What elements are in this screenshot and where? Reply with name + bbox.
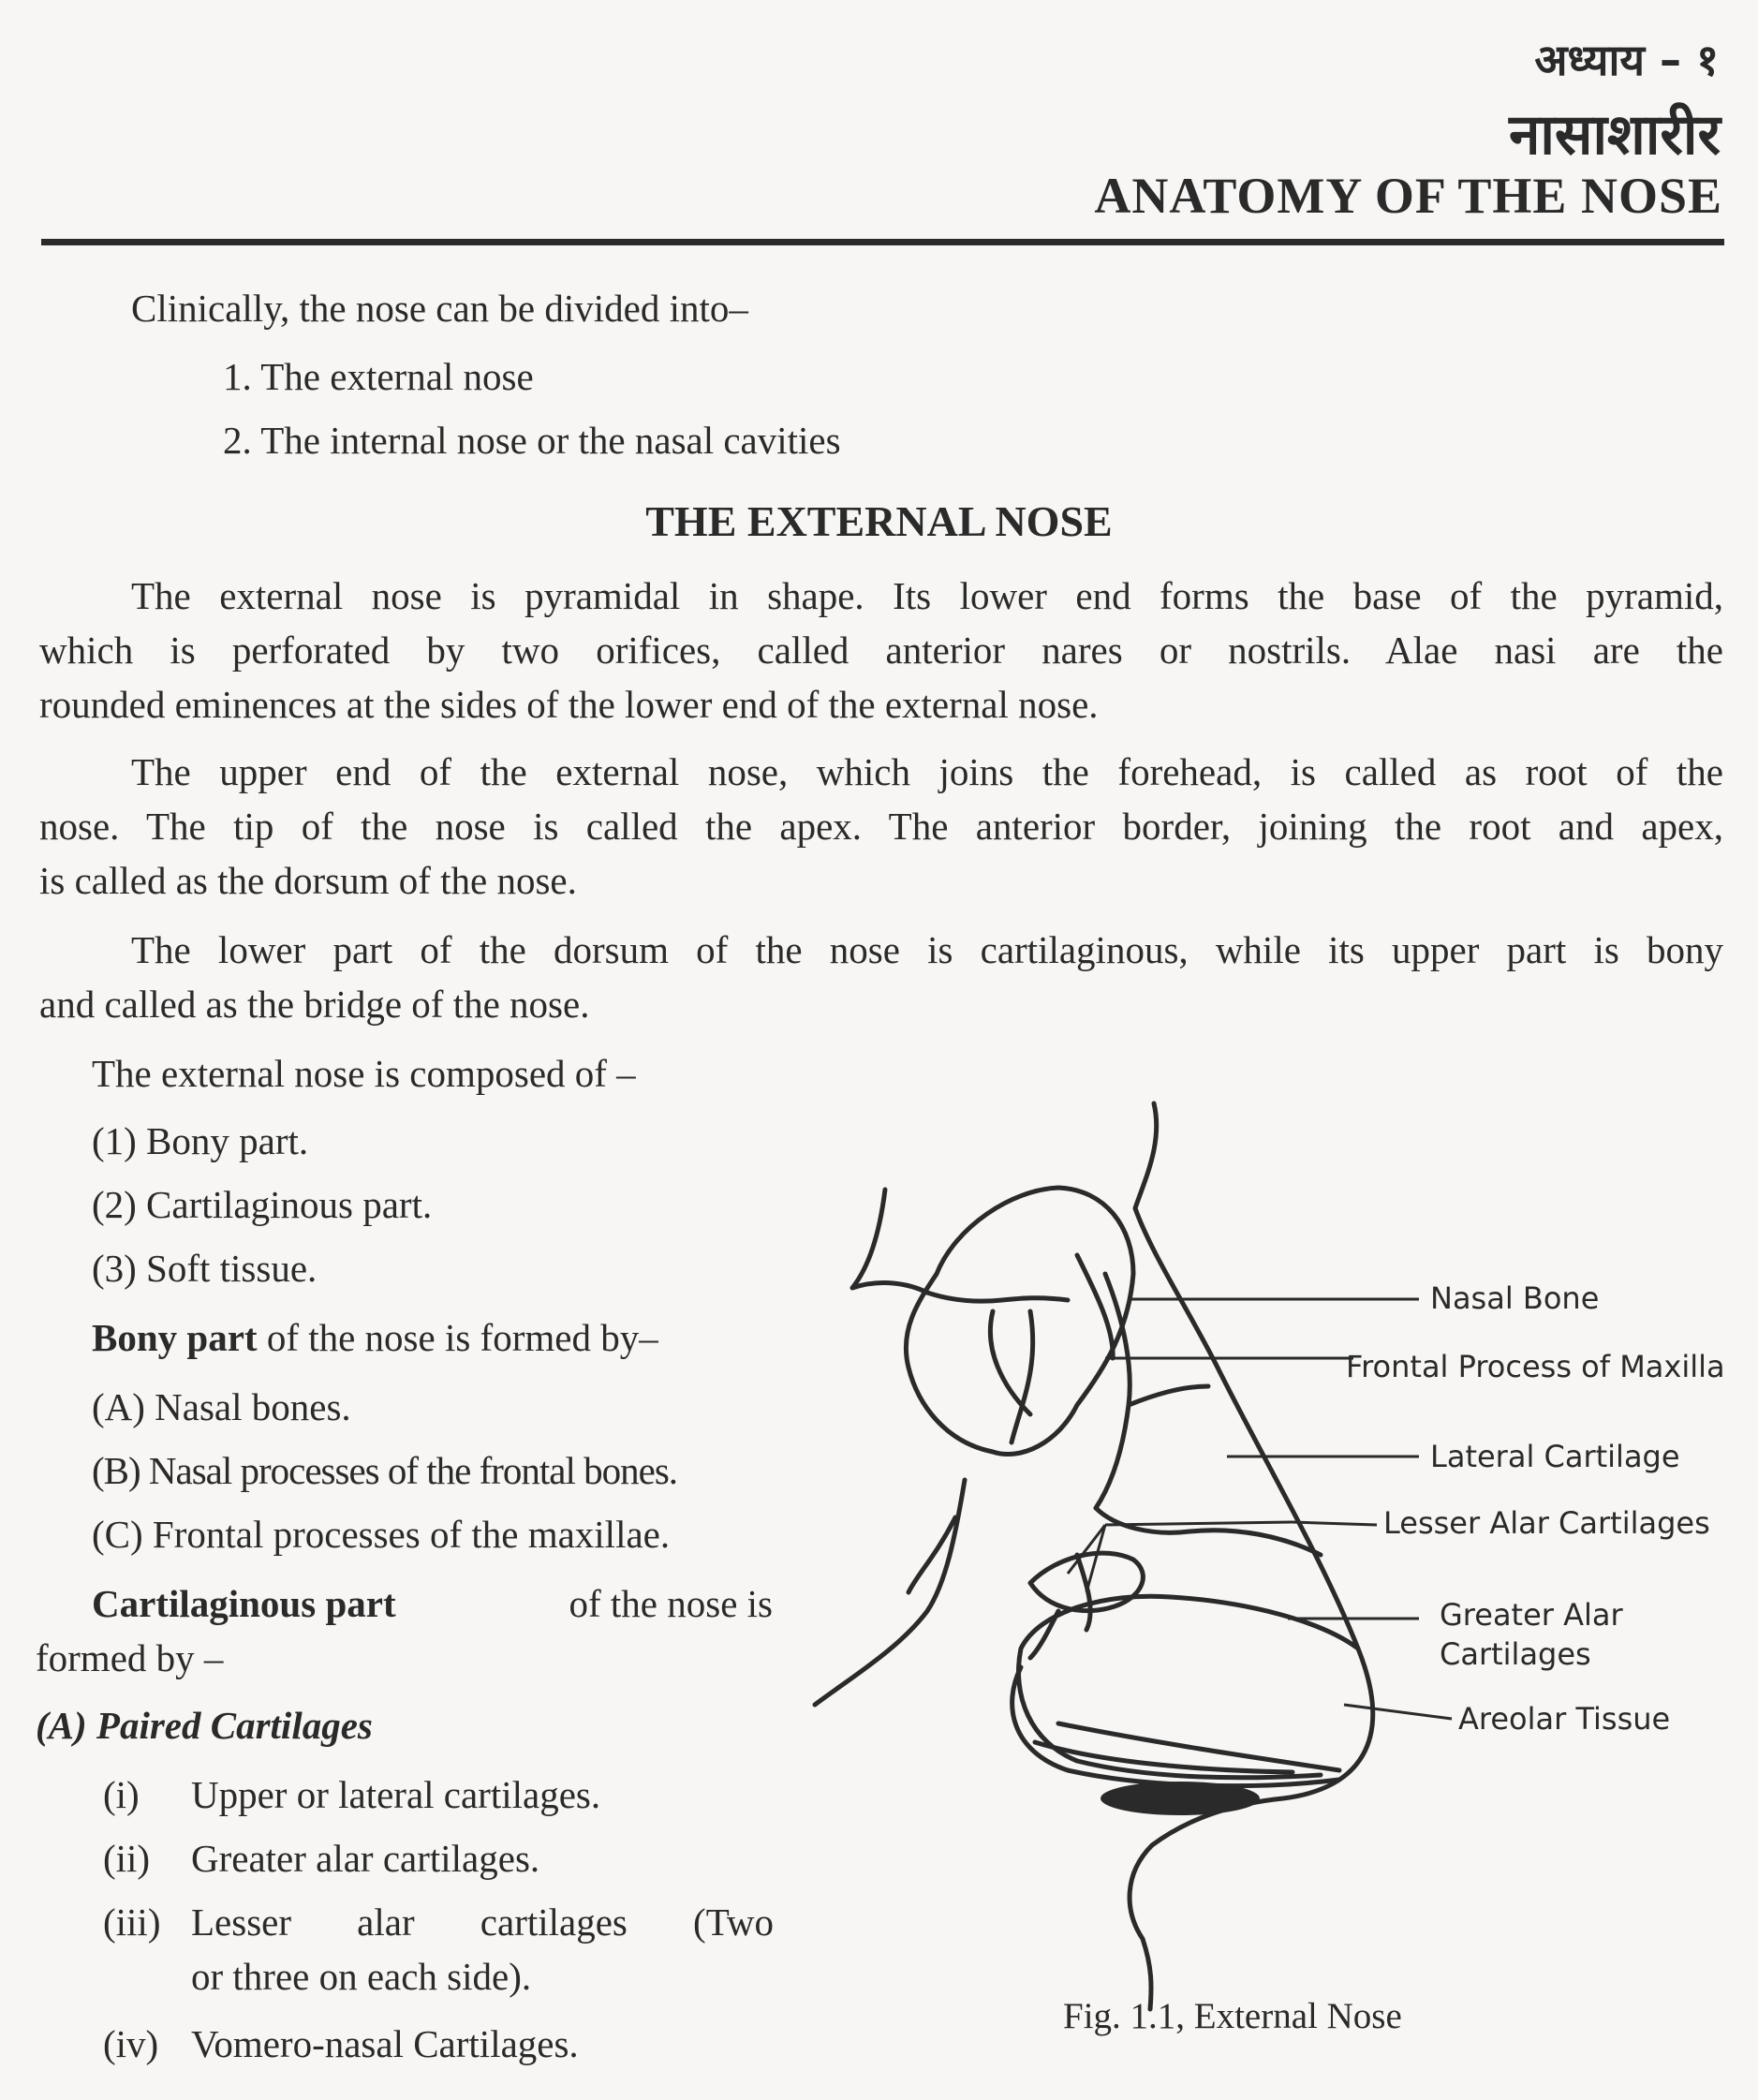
label-areolar: Areolar Tissue (1458, 1701, 1671, 1737)
paragraph-line: The external nose is pyramidal in shape. Its lower end forms the base of the pyramid, (131, 574, 1723, 617)
list-item: (A) Nasal bones. (92, 1385, 351, 1428)
header-rule (41, 239, 1724, 245)
paired-heading: (A) Paired Cartilages (36, 1704, 373, 1747)
paragraph-line: is called as the dorsum of the nose. (39, 859, 577, 902)
paired-num: (i) (103, 1773, 140, 1816)
paired-text: Vomero-nasal Cartilages. (191, 2022, 579, 2065)
frontal-process (1096, 1274, 1208, 1508)
list-item: (3) Soft tissue. (92, 1247, 318, 1290)
cartilaginous-lead-rest: of the nose is (569, 1582, 773, 1625)
brow-outline (852, 1190, 927, 1293)
cartilaginous-lead-bold: Cartilaginous part (92, 1582, 396, 1625)
intro-item-2: 2. The internal nose or the nasal cavities (223, 419, 841, 462)
intro-item-1: 1. The external nose (223, 355, 534, 398)
bony-lead-bold: Bony part (92, 1316, 258, 1359)
label-nasal-bone: Nasal Bone (1430, 1280, 1600, 1316)
paragraph-line: rounded eminences at the sides of the lower end of the external nose. (39, 683, 1099, 726)
paragraph-line: nose. The tip of the nose is called the apex. The anterior border, joining the root and apex, (39, 805, 1723, 848)
leader-areolar (1344, 1705, 1452, 1719)
label-lateral-cartilage: Lateral Cartilage (1430, 1439, 1680, 1474)
label-greater-alar-2: Cartilages (1440, 1636, 1591, 1672)
label-greater-alar: Greater Alar (1440, 1597, 1623, 1633)
list-item: (2) Cartilaginous part. (92, 1183, 433, 1226)
list-item: (B) Nasal processes of the frontal bones. (92, 1449, 678, 1492)
paired-text: Lesser alar cartilages (Two (191, 1900, 774, 1944)
bone-suture (927, 1255, 1113, 1442)
cartilaginous-lead (92, 1581, 773, 1626)
chapter-title: ANATOMY OF THE NOSE (1094, 168, 1722, 224)
paired-text: Greater alar cartilages. (191, 1837, 540, 1880)
section-heading: THE EXTERNAL NOSE (645, 497, 1113, 545)
label-frontal-process: Frontal Process of Maxilla (1346, 1349, 1725, 1384)
paired-text: Upper or lateral cartilages. (191, 1773, 601, 1816)
paragraph-line: and called as the bridge of the nose. (39, 983, 590, 1026)
leader-lesser-alar-2 (1105, 1522, 1293, 1525)
cheek-outline (815, 1480, 965, 1705)
paired-text: or three on each side). (191, 1955, 532, 1998)
intro-lead: Clinically, the nose can be divided into– (131, 287, 748, 330)
external-nose-figure (796, 1087, 1758, 2023)
nostril (1101, 1782, 1260, 1815)
chapter-label: अध्याय – १ (1534, 35, 1719, 85)
label-lesser-alar: Lesser Alar Cartilages (1383, 1505, 1710, 1541)
paragraph-line: The upper end of the external nose, which joins the forehead, is called as root of the (131, 750, 1723, 793)
list-item: (C) Frontal processes of the maxillae. (92, 1513, 671, 1556)
composed-lead: The external nose is composed of – (92, 1052, 636, 1095)
areolar-strand (1058, 1723, 1339, 1770)
figure-caption: Fig. 1.1, External Nose (1063, 1996, 1402, 2036)
external-nose-drawing (796, 1087, 1758, 2023)
ala-rim (1012, 1667, 1339, 1786)
chapter-title-hindi: नासाशारीर (1509, 102, 1721, 168)
paragraph-line: The lower part of the dorsum of the nose is cartilaginous, while its upper part is bony (131, 928, 1723, 971)
bony-lead-rest: of the nose is formed by– (257, 1316, 658, 1359)
leader-lesser-alar-1 (1293, 1522, 1377, 1525)
bony-lead (92, 1315, 658, 1360)
paired-num: (ii) (103, 1837, 151, 1880)
paragraph-line: which is perforated by two orifices, called anterior nares or nostrils. Alae nasi are the (39, 629, 1723, 672)
nose-profile (1130, 1103, 1373, 2009)
list-item: (1) Bony part. (92, 1119, 309, 1162)
paired-num: (iv) (103, 2022, 159, 2065)
cartilaginous-lead-2: formed by – (36, 1636, 224, 1679)
paired-num: (iii) (103, 1900, 161, 1944)
lateral-cartilage (1096, 1508, 1321, 1555)
